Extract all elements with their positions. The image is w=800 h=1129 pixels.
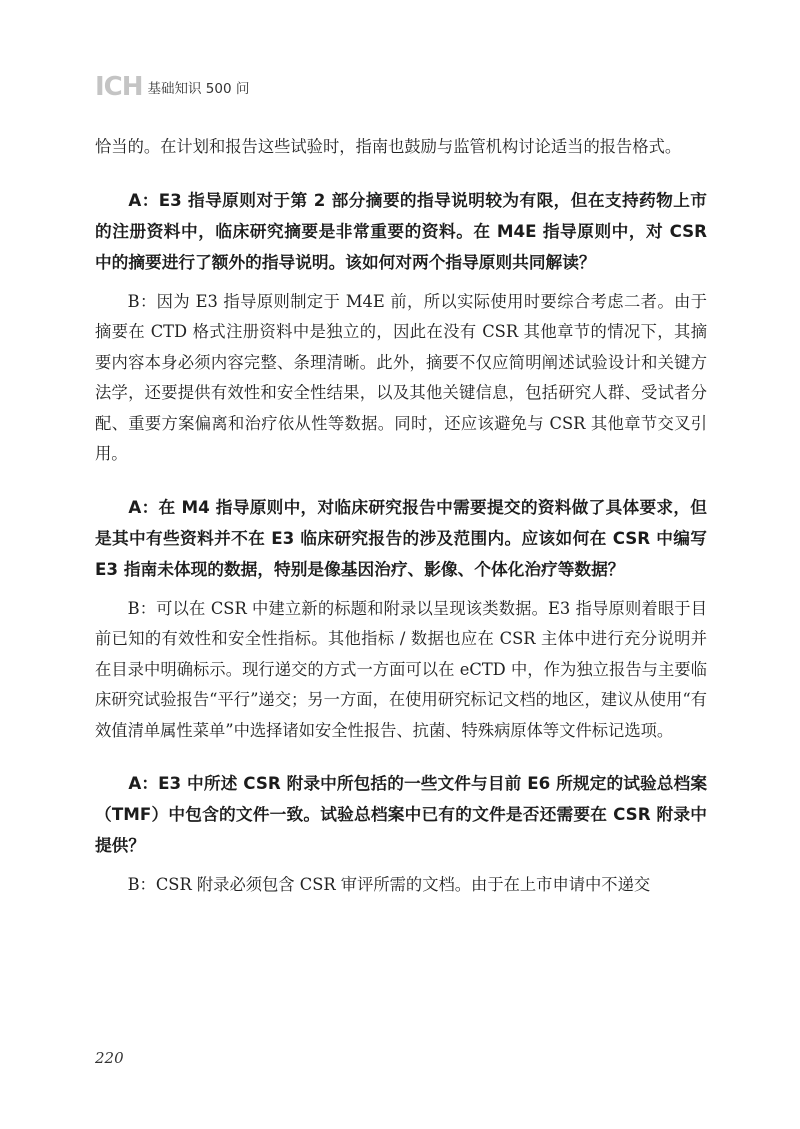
continued-paragraph: 恰当的。在计划和报告这些试验时，指南也鼓励与监管机构讨论适当的报告格式。 — [95, 137, 682, 156]
question-2: A：在 M4 指导原则中，对临床研究报告中需要提交的资料做了具体要求，但是其中有些资料并不在 E3 临床研究报告的涉及范围内。应该如何在 CSR 中编写 E3 指南未体现的数据，特别是像基因治疗、影像、个体化治疗等数据？ — [95, 496, 707, 579]
running-header — [95, 70, 249, 100]
ich-logo: ICH — [95, 72, 143, 102]
series-title: 基础知识 500 问 — [147, 81, 250, 97]
answer-2: B：可以在 CSR 中建立新的标题和附录以呈现该类数据。E3 指导原则着眼于目前已知的有效性和安全性指标。其他指标 / 数据也应在 CSR 主体中进行充分说明并在目录中明确标示。现行递交的方式一方面可以在 eCTD 中，作为独立报告与主要临床研究试验报告“平行”递交；另一方面，在使用研究标记文档的地区，建议从使用“有效值清单属性菜单”中选择诸如安全性报告、抗菌、特殊病原体等文件标记选项。 — [95, 598, 707, 740]
question-3: A：E3 中所述 CSR 附录中所包括的一些文件与目前 E6 所规定的试验总档案（TMF）中包含的文件一致。试验总档案中已有的文件是否还需要在 CSR 附录中提供？ — [95, 773, 707, 855]
page-number: 220 — [95, 1049, 124, 1067]
answer-3: B：CSR 附录必须包含 CSR 审评所需的文档。由于在上市申请中不递交 — [127, 875, 651, 894]
question-1: A：E3 指导原则对于第 2 部分摘要的指导说明较为有限，但在支持药物上市的注册资料中，临床研究摘要是非常重要的资料。在 M4E 指导原则中，对 CSR 中的摘要进行了额外的指导说明。该如何对两个指导原则共同解读？ — [95, 189, 707, 272]
page-body — [95, 132, 707, 901]
answer-1: B：因为 E3 指导原则制定于 M4E 前，所以实际使用时要综合考虑二者。由于摘要在 CTD 格式注册资料中是独立的，因此在没有 CSR 其他章节的情况下，其摘要内容本身必须内容完整、条理清晰。此外，摘要不仅应简明阐述试验设计和关键方法学，还要提供有效性和安全性结果，以及其他关键信息，包括研究人群、受试者分配、重要方案偏离和治疗依从性等数据。同时，还应该避免与 CSR 其他章节交叉引用。 — [95, 291, 707, 463]
